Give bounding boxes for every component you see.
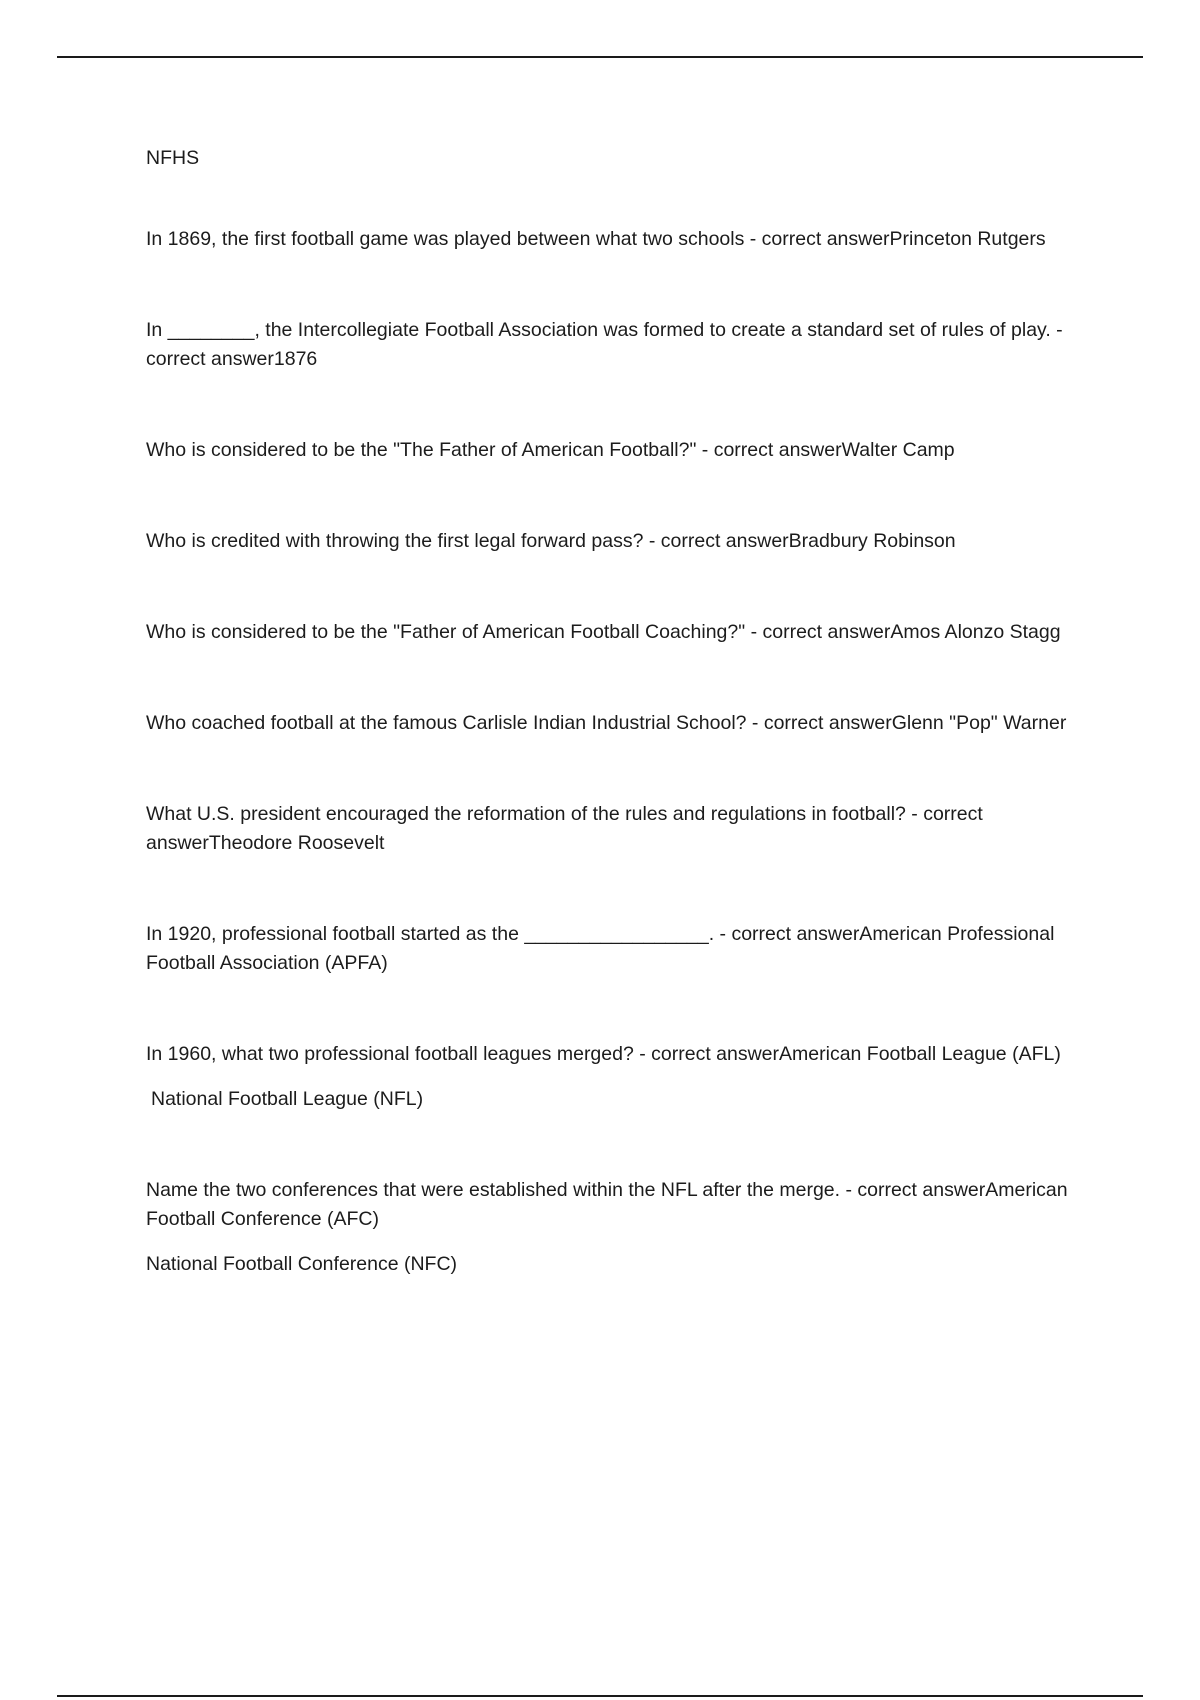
- top-rule: [57, 56, 1143, 58]
- qa-item: [146, 920, 1092, 978]
- qa-answer-continuation: National Football Conference (NFC): [146, 1253, 458, 1275]
- qa-item: [146, 316, 1092, 374]
- qa-item: [146, 1176, 1092, 1279]
- qa-item: [146, 800, 1092, 858]
- qa-text: Who is considered to be the "The Father of American Football?" - correct answerWalter Camp: [146, 439, 955, 461]
- qa-item: [146, 527, 1092, 556]
- qa-text: Who is considered to be the "Father of American Football Coaching?" - correct answerAmos Alonzo Stagg: [146, 621, 1061, 643]
- qa-item: [146, 709, 1092, 738]
- document-body: [146, 144, 1092, 1341]
- qa-text: Who coached football at the famous Carlisle Indian Industrial School? - correct answerGlenn "Pop" Warner: [146, 712, 1067, 734]
- qa-text: Who is credited with throwing the first legal forward pass? - correct answerBradbury Robinson: [146, 530, 956, 552]
- qa-item: [146, 225, 1092, 254]
- qa-text: In 1960, what two professional football leagues merged? - correct answerAmerican Football League (AFL): [146, 1043, 1061, 1065]
- qa-text: What U.S. president encouraged the reformation of the rules and regulations in football? - correct answerTheodore Roosevelt: [146, 803, 983, 854]
- qa-item: [146, 436, 1092, 465]
- document-title: NFHS: [146, 147, 200, 169]
- qa-text: In 1920, professional football started as the _________________. - correct answerAmerican Professional Football Association (APFA): [146, 923, 1055, 974]
- qa-item: [146, 618, 1092, 647]
- qa-item: [146, 1040, 1092, 1114]
- qa-text: In 1869, the first football game was played between what two schools - correct answerPrinceton Rutgers: [146, 228, 1046, 250]
- qa-text: Name the two conferences that were established within the NFL after the merge. - correct answerAmerican Football Conference (AFC): [146, 1179, 1068, 1230]
- qa-answer-continuation: National Football League (NFL): [151, 1088, 424, 1110]
- bottom-rule: [57, 1695, 1143, 1697]
- qa-text: In ________, the Intercollegiate Football Association was formed to create a standard set of rules of play. - correct answer1876: [146, 319, 1063, 370]
